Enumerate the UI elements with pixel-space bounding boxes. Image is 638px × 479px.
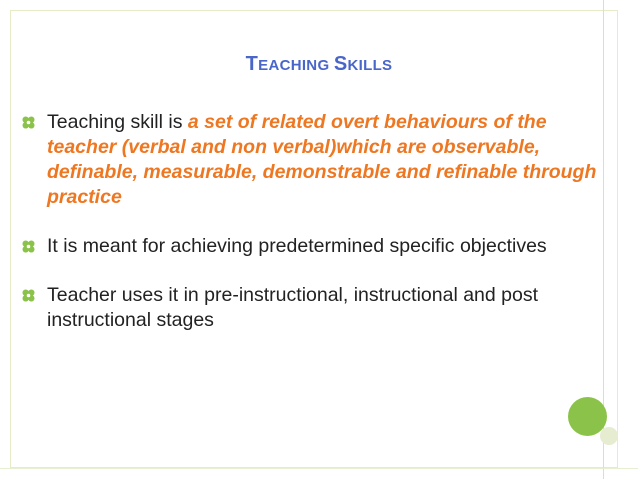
- title-rest-1: EACHING: [258, 57, 330, 74]
- bullet-item-definition: [16, 110, 606, 210]
- bullet-item-objectives: [16, 234, 606, 259]
- title-initial-1: T: [245, 53, 259, 75]
- bullet-text: Teaching skill is: [47, 111, 188, 133]
- quad-petal-bullet-icon: [21, 115, 36, 130]
- slide-title: [0, 53, 638, 76]
- bottom-rule: [0, 468, 638, 469]
- bullet-text: Teacher uses it in pre-instructional, instructional and post instructional stages: [47, 284, 539, 331]
- bullet-text: It is meant for achieving predetermined specific objectives: [47, 235, 547, 257]
- bullet-item-stages: [16, 283, 606, 333]
- quad-petal-bullet-icon: [21, 288, 36, 303]
- bullet-list: [16, 110, 606, 333]
- bullet-emphasis: a set of related overt behaviours of the teacher (verbal and non verbal)which are observable, definable, measurable, demonstrable and refinable through practice: [47, 111, 597, 208]
- quad-petal-bullet-icon: [21, 239, 36, 254]
- title-initial-2: S: [333, 53, 348, 75]
- title-rest-2: KILLS: [347, 57, 393, 74]
- accent-circle-small: [600, 427, 618, 445]
